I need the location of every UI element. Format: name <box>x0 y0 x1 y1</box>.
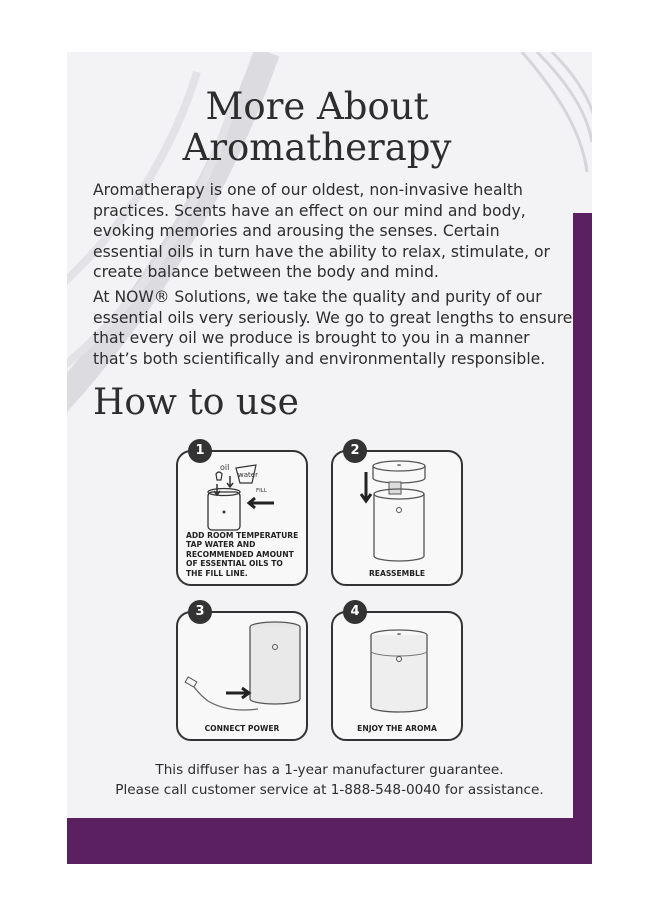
intro-paragraph: Aromatherapy is one of our oldest, non-invasive health practices. Scents have an effect on our mind and body, evoking memories and arousing the senses. Certain essential oils in turn have the ability to relax, stimulate, or create balance between the body and mind. <box>93 181 550 281</box>
water-label: water <box>238 471 258 479</box>
step-1-card <box>176 443 308 586</box>
oil-label: oil <box>220 463 230 472</box>
section-title <box>67 86 567 168</box>
step-2-caption: REASSEMBLE <box>368 568 426 578</box>
step-3-caption: CONNECT POWER <box>204 723 280 733</box>
step-4-caption: ENJOY THE AROMA <box>357 723 437 733</box>
step-1-number: 1 <box>188 439 212 463</box>
customer-service-note: Please call customer service at 1-888-548-0040 for assistance. <box>115 782 544 798</box>
step-4-number: 4 <box>343 600 367 624</box>
title-line-2: Aromatherapy <box>182 126 452 169</box>
step-4-card <box>331 604 463 741</box>
step-1-caption: ADD ROOM TEMPERATURE TAP WATER AND RECOMMENDED AMOUNT OF ESSENTIAL OILS TO THE FILL LINE. <box>186 530 299 578</box>
step-2-number: 2 <box>343 439 367 463</box>
step-2-card <box>331 443 463 586</box>
quality-paragraph: At NOW® Solutions, we take the quality and purity of our essential oils very seriously. We go to great lengths to ensure that every oil we produce is brought to you in a manner that’s both scientifically and environmentally responsible. <box>93 288 573 368</box>
accent-band-bottom <box>67 818 592 864</box>
title-line-1: More About <box>205 85 429 128</box>
step-3-card <box>176 604 308 741</box>
guarantee-note: This diffuser has a 1-year manufacturer guarantee. <box>155 762 504 778</box>
how-to-use-heading: How to use <box>93 382 299 423</box>
step-3-number: 3 <box>188 600 212 624</box>
fill-label: FILL <box>256 488 267 494</box>
